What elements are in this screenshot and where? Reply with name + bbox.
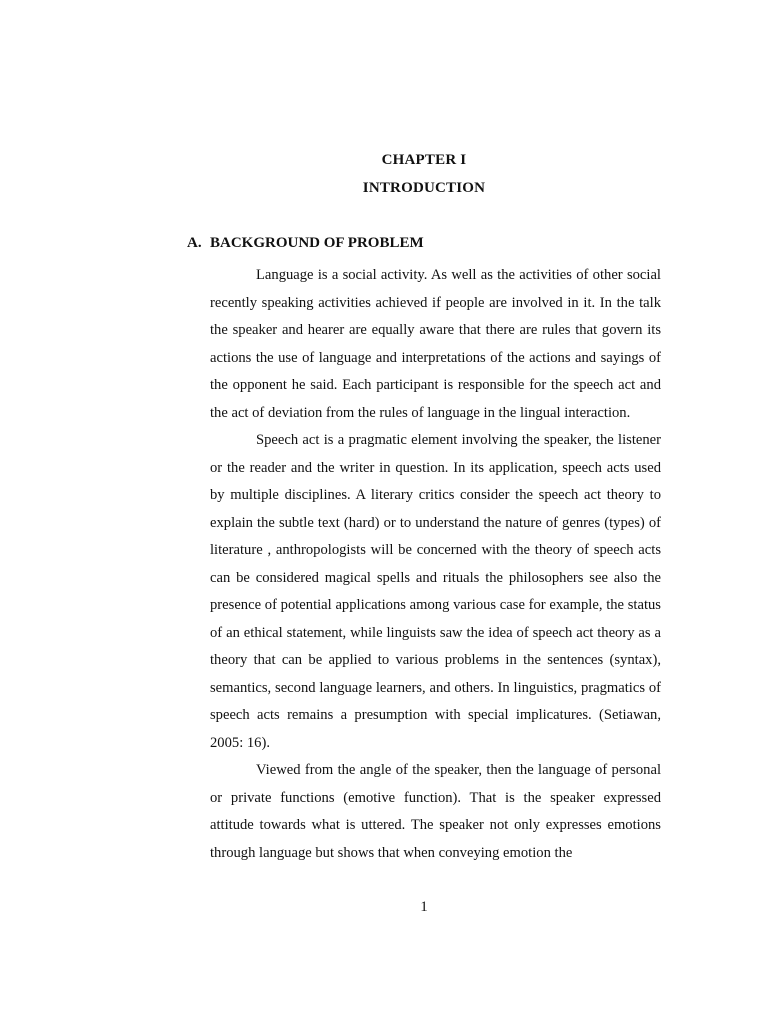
- body-text: [210, 262, 661, 867]
- chapter-title: INTRODUCTION: [362, 180, 486, 196]
- paragraph-2: Speech act is a pragmatic element involving the speaker, the listener or the reader and the writer in question. In its application, speech acts used by multiple disciplines. A literary critics consider the speech act theory to explain the subtle text (hard) or to understand the nature of genres (types) of literature , anthropologists will be concerned with the theory of speech acts can be considered magical spells and rituals the philosophers see also the presence of potential applications among various case for example, the status of an ethical statement, while linguists saw the idea of speech act theory as a theory that can be applied to various problems in the sentences (syntax), semantics, second language learners, and others. In linguistics, pragmatics of speech acts remains a presumption with special implicatures. (Setiawan, 2005: 16).: [210, 432, 661, 751]
- section-title: BACKGROUND OF PROBLEM: [210, 235, 424, 251]
- section-heading: [187, 235, 424, 252]
- chapter-number: CHAPTER I: [381, 152, 467, 168]
- paragraph-3: Viewed from the angle of the speaker, then the language of personal or private functions (emotive function). That is the speaker expressed attitude towards what is uttered. The speaker not only expresses emotions through language but shows that when conveying emotion the: [210, 762, 661, 861]
- page-number: 1: [420, 899, 428, 915]
- paragraph-1: Language is a social activity. As well as the activities of other social recently speaking activities achieved if people are involved in it. In the talk the speaker and hearer are equally aware that there are rules that govern its actions the use of language and interpretations of the actions and sayings of the opponent he said. Each participant is responsible for the speech act and the act of deviation from the rules of language in the lingual interaction.: [210, 267, 661, 421]
- section-marker: A.: [187, 235, 202, 251]
